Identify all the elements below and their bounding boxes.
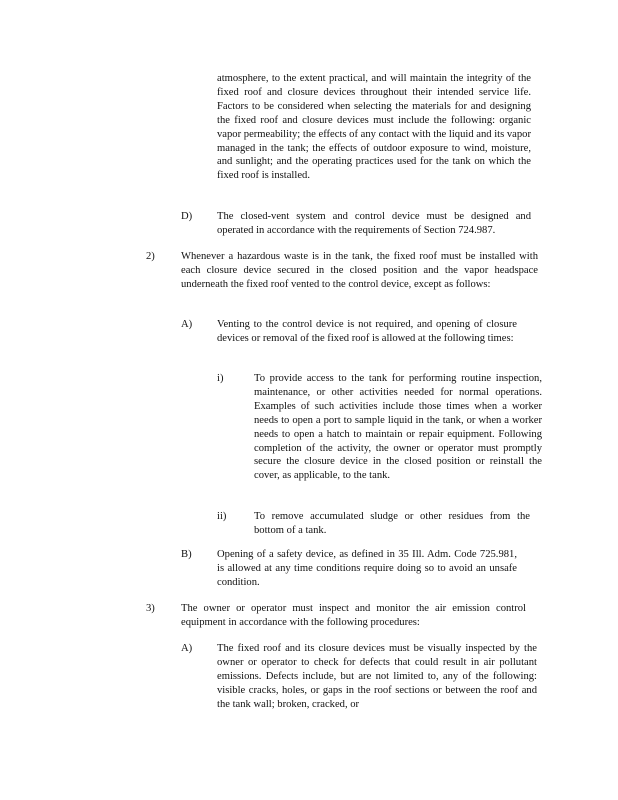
item-3a-text: The fixed roof and its closure devices must be visually inspected by the owner or operator to check for defects that could result in air pollutant emissions. Defects include, but are not limited to, any of the following: visible cracks, holes, or gaps in the roof sections or between the roof and the tank wall; broken, cracked, or bbox=[217, 643, 537, 710]
item-i-label: i) bbox=[217, 373, 224, 384]
item-3-label: 3) bbox=[146, 603, 155, 614]
item-2-label: 2) bbox=[146, 251, 155, 262]
item-b-text: Opening of a safety device, as defined in 35 Ill. Adm. Code 725.981, is allowed at any time conditions require doing so to avoid an unsafe condition. bbox=[217, 549, 517, 588]
item-3a-label: A) bbox=[181, 643, 193, 654]
item-3-text: The owner or operator must inspect and monitor the air emission control equipment in accordance with the following procedures: bbox=[181, 603, 526, 628]
item-2-text: Whenever a hazardous waste is in the tank, the fixed roof must be installed with each closure device secured in the closed position and the vapor headspace underneath the fixed roof vented to the control device, except as follows: bbox=[181, 251, 538, 290]
item-d-label: D) bbox=[181, 211, 193, 222]
item-2a-text: Venting to the control device is not required, and opening of closure devices or removal of the fixed roof is allowed at the following times: bbox=[217, 319, 517, 344]
item-b-label: B) bbox=[181, 549, 192, 560]
item-ii-text: To remove accumulated sludge or other residues from the bottom of a tank. bbox=[254, 511, 530, 536]
continuation-paragraph: atmosphere, to the extent practical, and will maintain the integrity of the fixed roof and closure devices throughout their intended service life. Factors to be considered when selecting the materials for and designing the fixed roof and closure devices must include the following: organic vapor permeability; the effects of any contact with the liquid and its vapor managed in the tank; the effects of outdoor exposure to wind, moisture, and sunlight; and the operating practices used for the tank on which the fixed roof is installed. bbox=[217, 73, 531, 182]
item-ii-label: ii) bbox=[217, 511, 227, 522]
item-d-text: The closed-vent system and control device must be designed and operated in accordance with the requirements of Section 724.987. bbox=[217, 211, 531, 236]
item-2a-label: A) bbox=[181, 319, 193, 330]
item-i-text: To provide access to the tank for performing routine inspection, maintenance, or other activities needed for normal operations. Examples of such activities include those times when a worker needs to open a port to sample liquid in the tank, or when a worker needs to open a hatch to maintain or repair equipment. Following completion of the activity, the owner or operator must promptly secure the closure device in the closed position or reinstall the cover, as applicable, to the tank. bbox=[254, 373, 542, 482]
